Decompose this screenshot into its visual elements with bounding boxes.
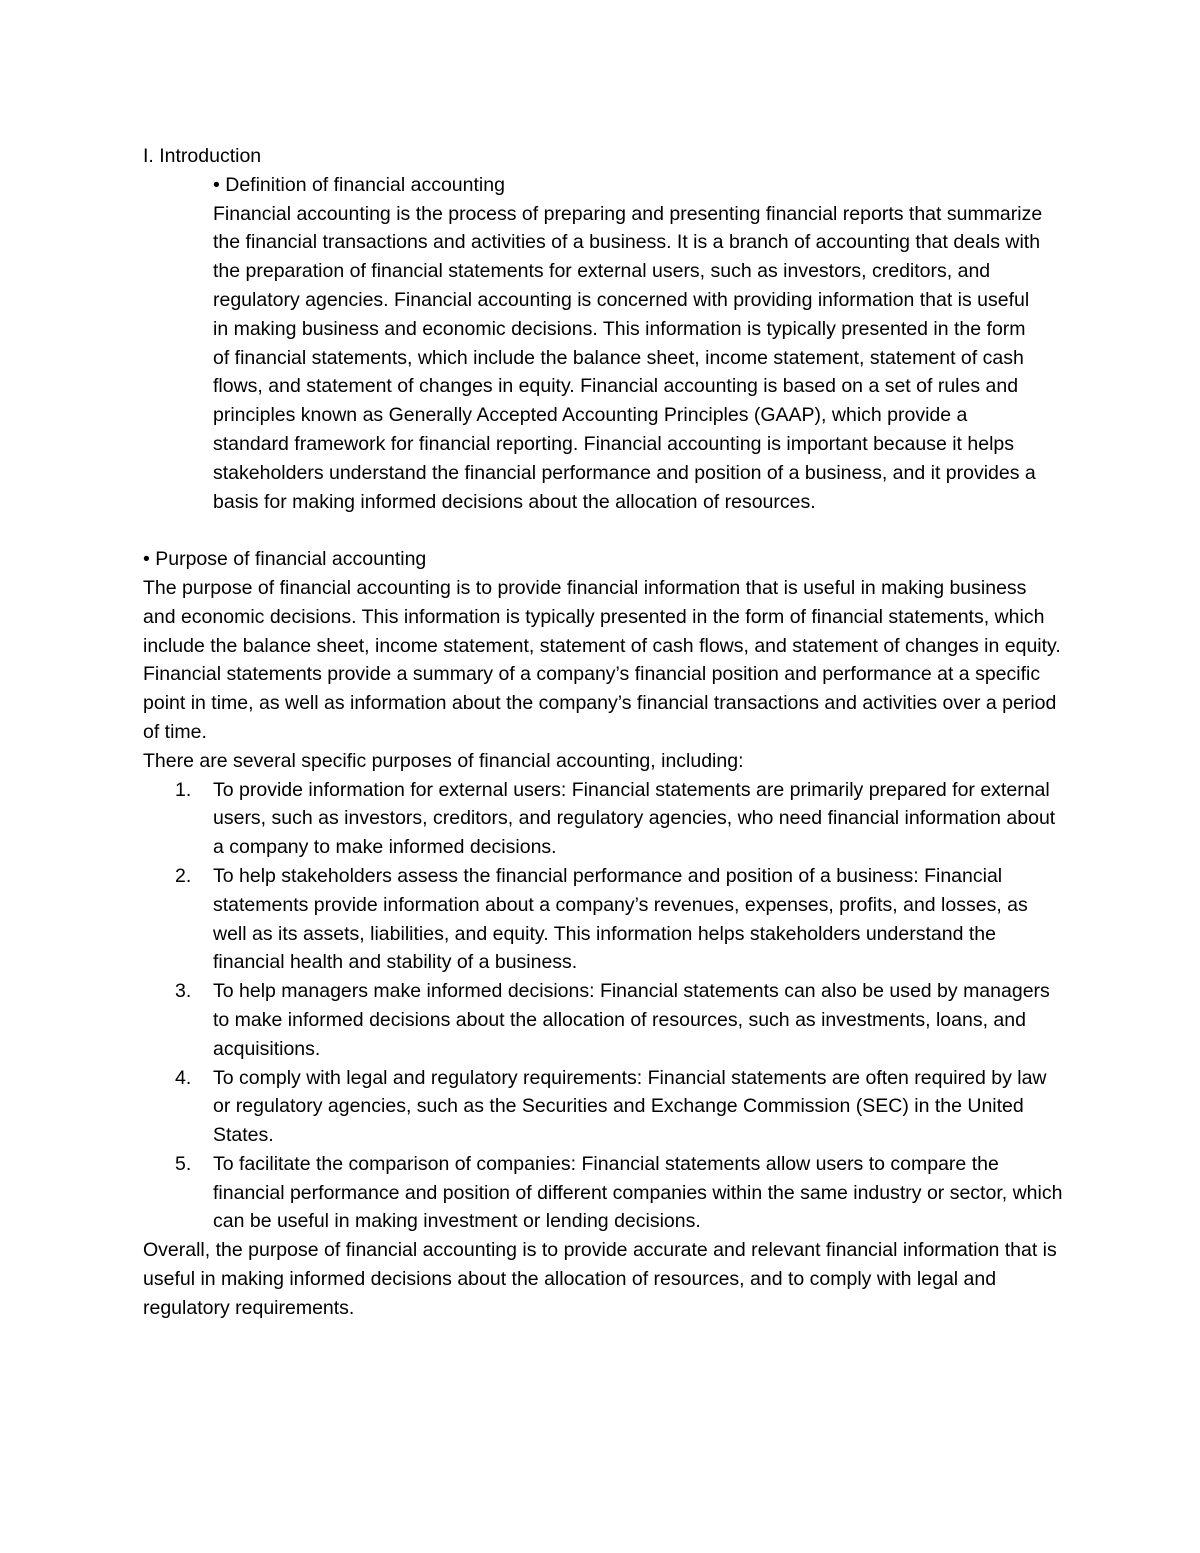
- list-item: [143, 1150, 1063, 1236]
- list-item-number: 4.: [175, 1066, 192, 1089]
- list-item-text: To help stakeholders assess the financial performance and position of a business: Financial statements provide information about a company’s revenues, expenses, profits, and losses, as well as its assets, liabilities, and equity. This information helps stakeholders understand the financial health and stability of a business.: [213, 864, 1028, 974]
- document-body: [143, 142, 1073, 1323]
- list-item-text: To help managers make informed decisions: Financial statements can also be used by managers to make informed decisions about the allocation of resources, such as investments, loans, and acquisitions.: [213, 980, 1050, 1060]
- list-item: [143, 1064, 1063, 1150]
- definition-bullet: • Definition of financial accounting: [213, 173, 505, 196]
- list-item-text: To facilitate the comparison of companies: Financial statements allow users to compare the financial performance and position of different companies within the same industry or sector, which can be useful in making investment or lending decisions.: [213, 1152, 1063, 1233]
- list-item-number: 5.: [175, 1152, 192, 1175]
- list-item-text: To comply with legal and regulatory requirements: Financial statements are often required by law or regulatory agencies, such as the Securities and Exchange Commission (SEC) in the United States.: [213, 1066, 1047, 1147]
- paragraph-spacer: [143, 516, 1073, 545]
- purpose-list-intro: There are several specific purposes of financial accounting, including:: [143, 749, 744, 772]
- list-item: [143, 776, 1063, 862]
- section-heading: I. Introduction: [143, 145, 262, 167]
- list-item-number: 1.: [175, 778, 192, 801]
- list-item-text: To provide information for external users: Financial statements are primarily prepared for external users, such as investors, creditors, and regulatory agencies, who need financial information about a company to make informed decisions.: [213, 778, 1056, 859]
- conclusion-paragraph: Overall, the purpose of financial accounting is to provide accurate and relevant financial information that is useful in making informed decisions about the allocation of resources, and to comply with legal and regulatory requirements.: [143, 1239, 1057, 1319]
- list-item-number: 3.: [175, 980, 192, 1003]
- list-item: [143, 862, 1063, 977]
- purpose-paragraph: The purpose of financial accounting is to provide financial information that is useful in making business and economic decisions. This information is typically presented in the form of financial statements, which include the balance sheet, income statement, statement of cash flows, and statement of changes in equity. Financial statements provide a summary of a company’s financial position and performance at a specific point in time, as well as information about the company’s financial transactions and activities over a period of time.: [143, 576, 1061, 743]
- list-item-number: 2.: [175, 864, 192, 887]
- purpose-bullet: • Purpose of financial accounting: [143, 548, 427, 571]
- purpose-list: [143, 776, 1073, 1237]
- definition-paragraph: Financial accounting is the process of preparing and presenting financial reports that summarize the financial transactions and activities of a business. It is a branch of accounting that deals with the preparation of financial statements for external users, such as investors, creditors, and regulatory agencies. Financial accounting is concerned with providing information that is useful in making business and economic decisions. This information is typically presented in the form of financial statements, which include the balance sheet, income statement, statement of cash flows, and statement of changes in equity. Financial accounting is based on a set of rules and principles known as Generally Accepted Accounting Principles (GAAP), which provide a standard framework for financial reporting. Financial accounting is important because it helps stakeholders understand the financial performance and position of a business, and it provides a basis for making informed decisions about the allocation of resources.: [213, 202, 1043, 513]
- list-item: [143, 977, 1063, 1063]
